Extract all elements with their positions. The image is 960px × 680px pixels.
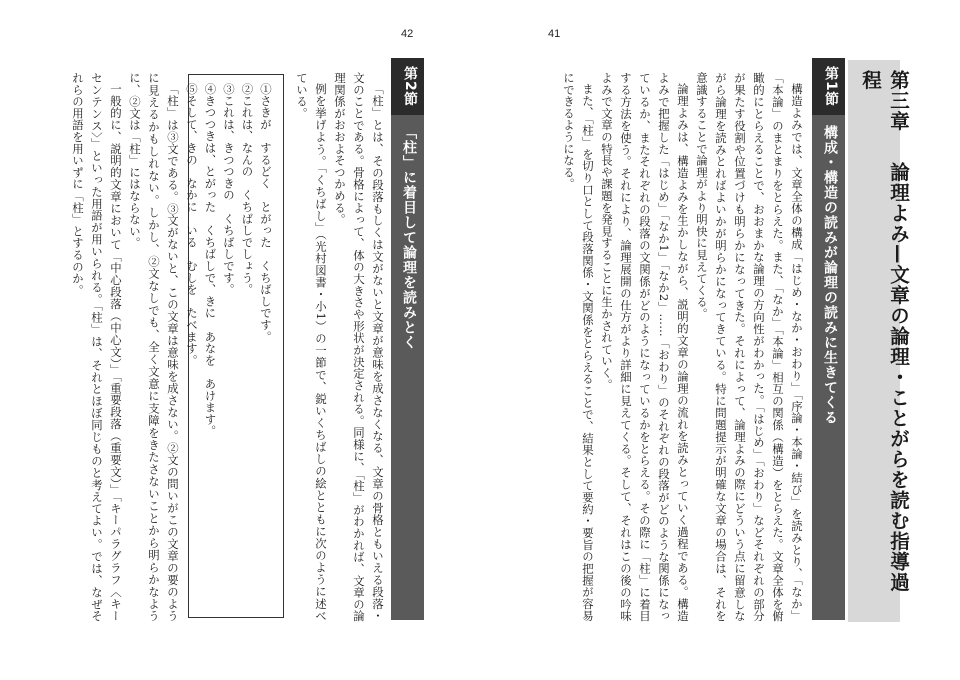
chapter-heading [856, 70, 912, 610]
section2-label: 第2節 [391, 58, 424, 115]
section2-after-paragraph: 「柱」は③文である。③文がないと、この文章は意味を成さない。②文の問いがこの文章の要のように見えるかもしれない。しかし、②文なしでも、全く文意に支障をきたさないことから明らかなように、②文は「柱」にはならない。 [128, 72, 180, 622]
chapter-title: 論理よみ—文章の論理・ことがらを読む指導過程 [859, 70, 910, 593]
section2-after [52, 72, 182, 622]
section2-heading [391, 58, 424, 620]
section1-paragraph: 論理よみは、構造よみを生かしながら、説明的文章の論理の流れを読みとっていく過程である。構造よみで把握した「はじめ」「なか1」「なか2」……「おわり」のそれぞれの段落がどのような関係になっているか、またそれぞれの段落の文関係がどのようになっているかをとらえる。その際に「柱」に着目する方法を使う。それにより、論理展開の仕方がより詳細に見えてくる。そして、それはこの後の吟味よみで文章の特長や課題を発見することに生かされていく。 [600, 72, 690, 622]
section1-title: 構成・構造の読みが論理の読みに生きてくる [812, 115, 845, 620]
section1-body [548, 72, 806, 622]
page-number-right: 41 [548, 28, 561, 40]
section2-after-paragraph: 一般的に、説明的文章において「中心段落（中心文）」「重要段落（重要文）」「キーパラグラフ〈キーセンテンス〉」といった用語が用いられる。「柱」は、それとほぼ同じものと考えてよい。では、なぜそれらの用語を用いずに「柱」とするのか。 [71, 72, 123, 622]
section2-title: 「柱」に着目して論理を読みとく [391, 115, 424, 620]
example-line: ①さきが するどく とがった くちばしです。 [259, 83, 273, 343]
section2-example-lead: 例を挙げよう。「くちばし」（光村図書・小1）の一節で、鋭いくちばしの絵とともに次のように述べている。 [295, 72, 328, 622]
section1-heading [812, 58, 845, 620]
page-number-left: 42 [401, 28, 414, 40]
section2-intro [292, 72, 387, 622]
section1-paragraph: また、「柱」を切り口として段落関係・文関係をとらえることで、結果として要約・要旨の把握が容易にできるようになる。 [562, 72, 595, 622]
example-line: ⑤そして、きの なかに いる むしを たべます。 [185, 83, 199, 367]
example-box [185, 74, 284, 618]
example-line: ④きつつきは、とがった くちばしで、きに あなを あけます。 [203, 83, 218, 437]
section1-label: 第1節 [812, 58, 845, 115]
example-lines [183, 83, 276, 437]
chapter-number: 第三章 [887, 70, 910, 132]
section2-intro-paragraph: 「柱」とは、その段落もしくは文がないと文章が意味を成さなくなる、文章の骨格ともいえる段落・文のことである。骨格によって、体の大きさや形状が決定される。同様に、「柱」がわかれば、文章の論理関係がおおよそつかめる。 [333, 72, 385, 622]
section1-paragraph: 構造よみでは、文章全体の構成「はじめ・なか・おわり」「序論・本論・結び」を読みとり、「なか」「本論」のまとまりをとらえた。また、「なか」「本論」相互の関係（構造）をとらえた。文章全体を俯瞰的にとらえることで、おおまかな論理の方向性がわかった。「はじめ」「おわり」などそれぞれの部分が果たす役割や位置づけも明らかになってきた。それによって、論理よみの際にどういう点に留意しながら論理を読みとればよいかが明らかになってきている。特に問題提示が明確な文章の場合は、それを意識することで論理がより明快に見えてくる。 [695, 72, 804, 622]
example-line: ③これは、きつつきの くちばしです。 [222, 83, 236, 296]
example-line: ②これは、なんの くちばしでしょう。 [240, 83, 255, 296]
